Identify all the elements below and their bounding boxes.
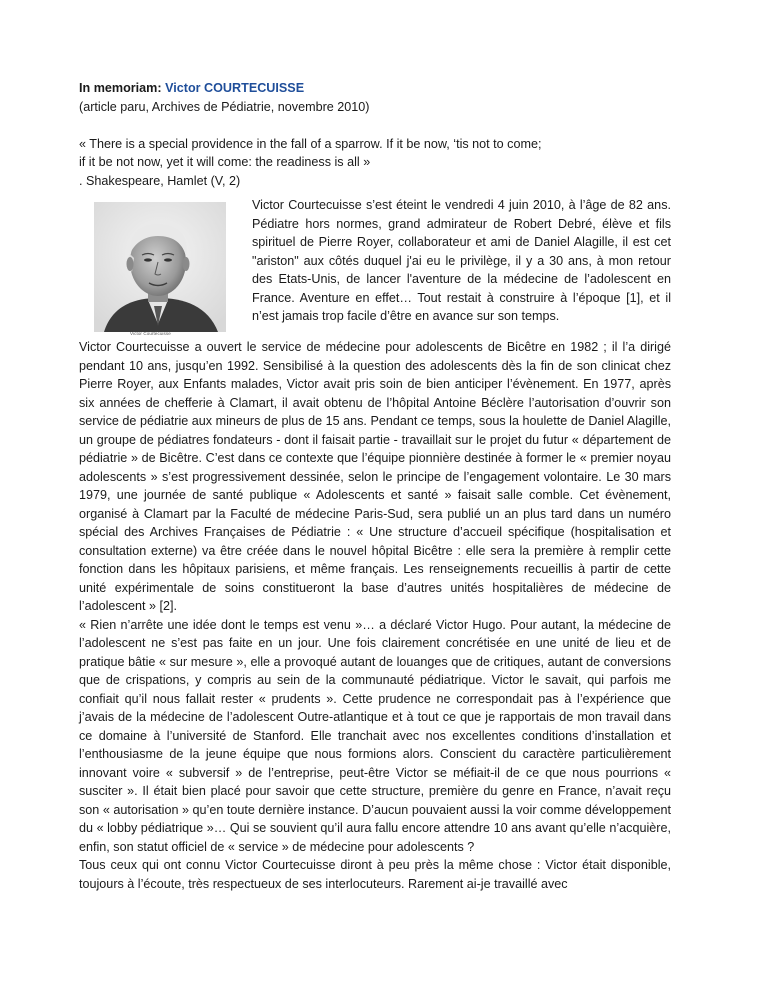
article-body: [79, 79, 671, 893]
portrait-illustration: [94, 202, 226, 332]
title-prefix: In memoriam:: [79, 81, 166, 95]
epigraph-line-2: if it be not now, yet it will come: the readiness is all »: [79, 155, 371, 169]
paragraph-2: Victor Courtecuisse a ouvert le service de médecine pour adolescents de Bicêtre en 1982 ; il l’a dirigé pendant 10 ans, jusqu’en 1992. Sensibilisé à la question des adolescents dès la fin de son clinicat chez Pierre Royer, aux Enfants malades, Victor avait pris soin de bien anticiper l’évènement. En 1977, après six années de chefferie à Clamart, il avait obtenu de l’hôpital Antoine Béclère l’autorisation d’ouvrir son service de pédiatrie aux mineurs de plus de 15 ans. Pendant ce temps, sous la houlette de Daniel Alagille, un groupe de pédiatres fondateurs - dont il faisait partie - travaillait sur le projet du futur « département de pédiatrie » de Bicêtre. C’est dans ce contexte que l’équipe pionnière destinée à former le « premier noyau adolescents » s’est progressivement dessinée, selon le principe de l’engagement volontaire. Le 30 mars 1979, une journée de santé publique « Adolescents et santé » faisait salle comble. Cet évènement, organisé à Clamart par la Faculté de médecine Paris-Sud, sera publié un an plus tard dans un numéro spécial des Archives Françaises de Pédiatrie : « Une structure d’accueil spécifique (hospitalisation et consultation externe) va être créée dans le nouvel hôpital Bicêtre : elle sera la première à remplir cette fonction dans les hôpitaux parisiens, et même français. Les renseignements recueillis à partir de cette unité expérimentale de soins constitueront la base d’autres unités hospitalières de médecine de l’adolescent » [2].: [79, 340, 671, 613]
title-name: Victor COURTECUISSE: [165, 81, 305, 95]
portrait-figure: [94, 202, 232, 338]
paragraph-1: Victor Courtecuisse s’est éteint le vendredi 4 juin 2010, à l’âge de 82 ans. Pédiatre hors normes, grand admirateur de Robert Debré, élève et fils spirituel de Pierre Royer, collaborateur et ami de Daniel Alagille, il est cet "ariston" aux côtés duquel j'ai eu le privilège, il y a 30 ans, à mon retour des Etats-Unis, de lancer l'aventure de la médecine de l’adolescent en France. Aventure en effet… Tout restait à construire à l’époque [1], et il n’est jamais trop facile d’être en avance sur son temps.: [252, 198, 671, 323]
article-source: (article paru, Archives de Pédiatrie, novembre 2010): [79, 99, 370, 114]
portrait-caption: Victor Courtecuisse: [130, 331, 171, 336]
paragraph-3: « Rien n’arrête une idée dont le temps est venu »… a déclaré Victor Hugo. Pour autant, la médecine de l’adolescent ne s’est pas faite en un jour. Une fois clairement concrétisée en une unité de lieu et de pratique bâtie « sur mesure », elle a provoqué autant de louanges que de critiques, autant de conversions que de crispations, y compris au sein de la communauté pédiatrique. Victor le savait, qui parfois me confiait qu’il nous fallait rester « prudents ». Cette prudence ne correspondait pas à l’expérience que j’avais de la médecine de l’adolescent Outre-atlantique et à tout ce que je rapportais de mon travail dans ce domaine à l’université de Stanford. Elle tranchait avec nos excellentes conditions d’installation et l’enthousiasme de la jeune équipe que nous formions alors. Conscient du caractère particulièrement innovant voire « subversif » de l’entreprise, peut-être Victor se méfiait-il de ce que nous pourrions « susciter ». Il était bien placé pour savoir que cette structure, première du genre en France, n’avait reçu son « autorisation » qu’en toute dernière instance. D’aucun pouvaient aussi la voir comme développement du « lobby pédiatrique »… Qui se souvient qu’il aura fallu encore attendre 10 ans avant qu’elle n’acquière, enfin, son statut officiel de « service » de médecine pour adolescents ?: [79, 617, 671, 854]
article-title: [79, 79, 671, 98]
epigraph: [79, 135, 671, 191]
epigraph-line-1: « There is a special providence in the fall of a sparrow. If it be now, ‘tis not to come;: [79, 136, 542, 151]
paragraph-4: Tous ceux qui ont connu Victor Courtecuisse diront à peu près la même chose : Victor était disponible, toujours à l’écoute, très respectueux de ses interlocuteurs. Rarement ai-je travaillé avec: [79, 858, 671, 891]
epigraph-attribution: . Shakespeare, Hamlet (V, 2): [79, 173, 241, 188]
portrait-photo: [94, 202, 226, 332]
